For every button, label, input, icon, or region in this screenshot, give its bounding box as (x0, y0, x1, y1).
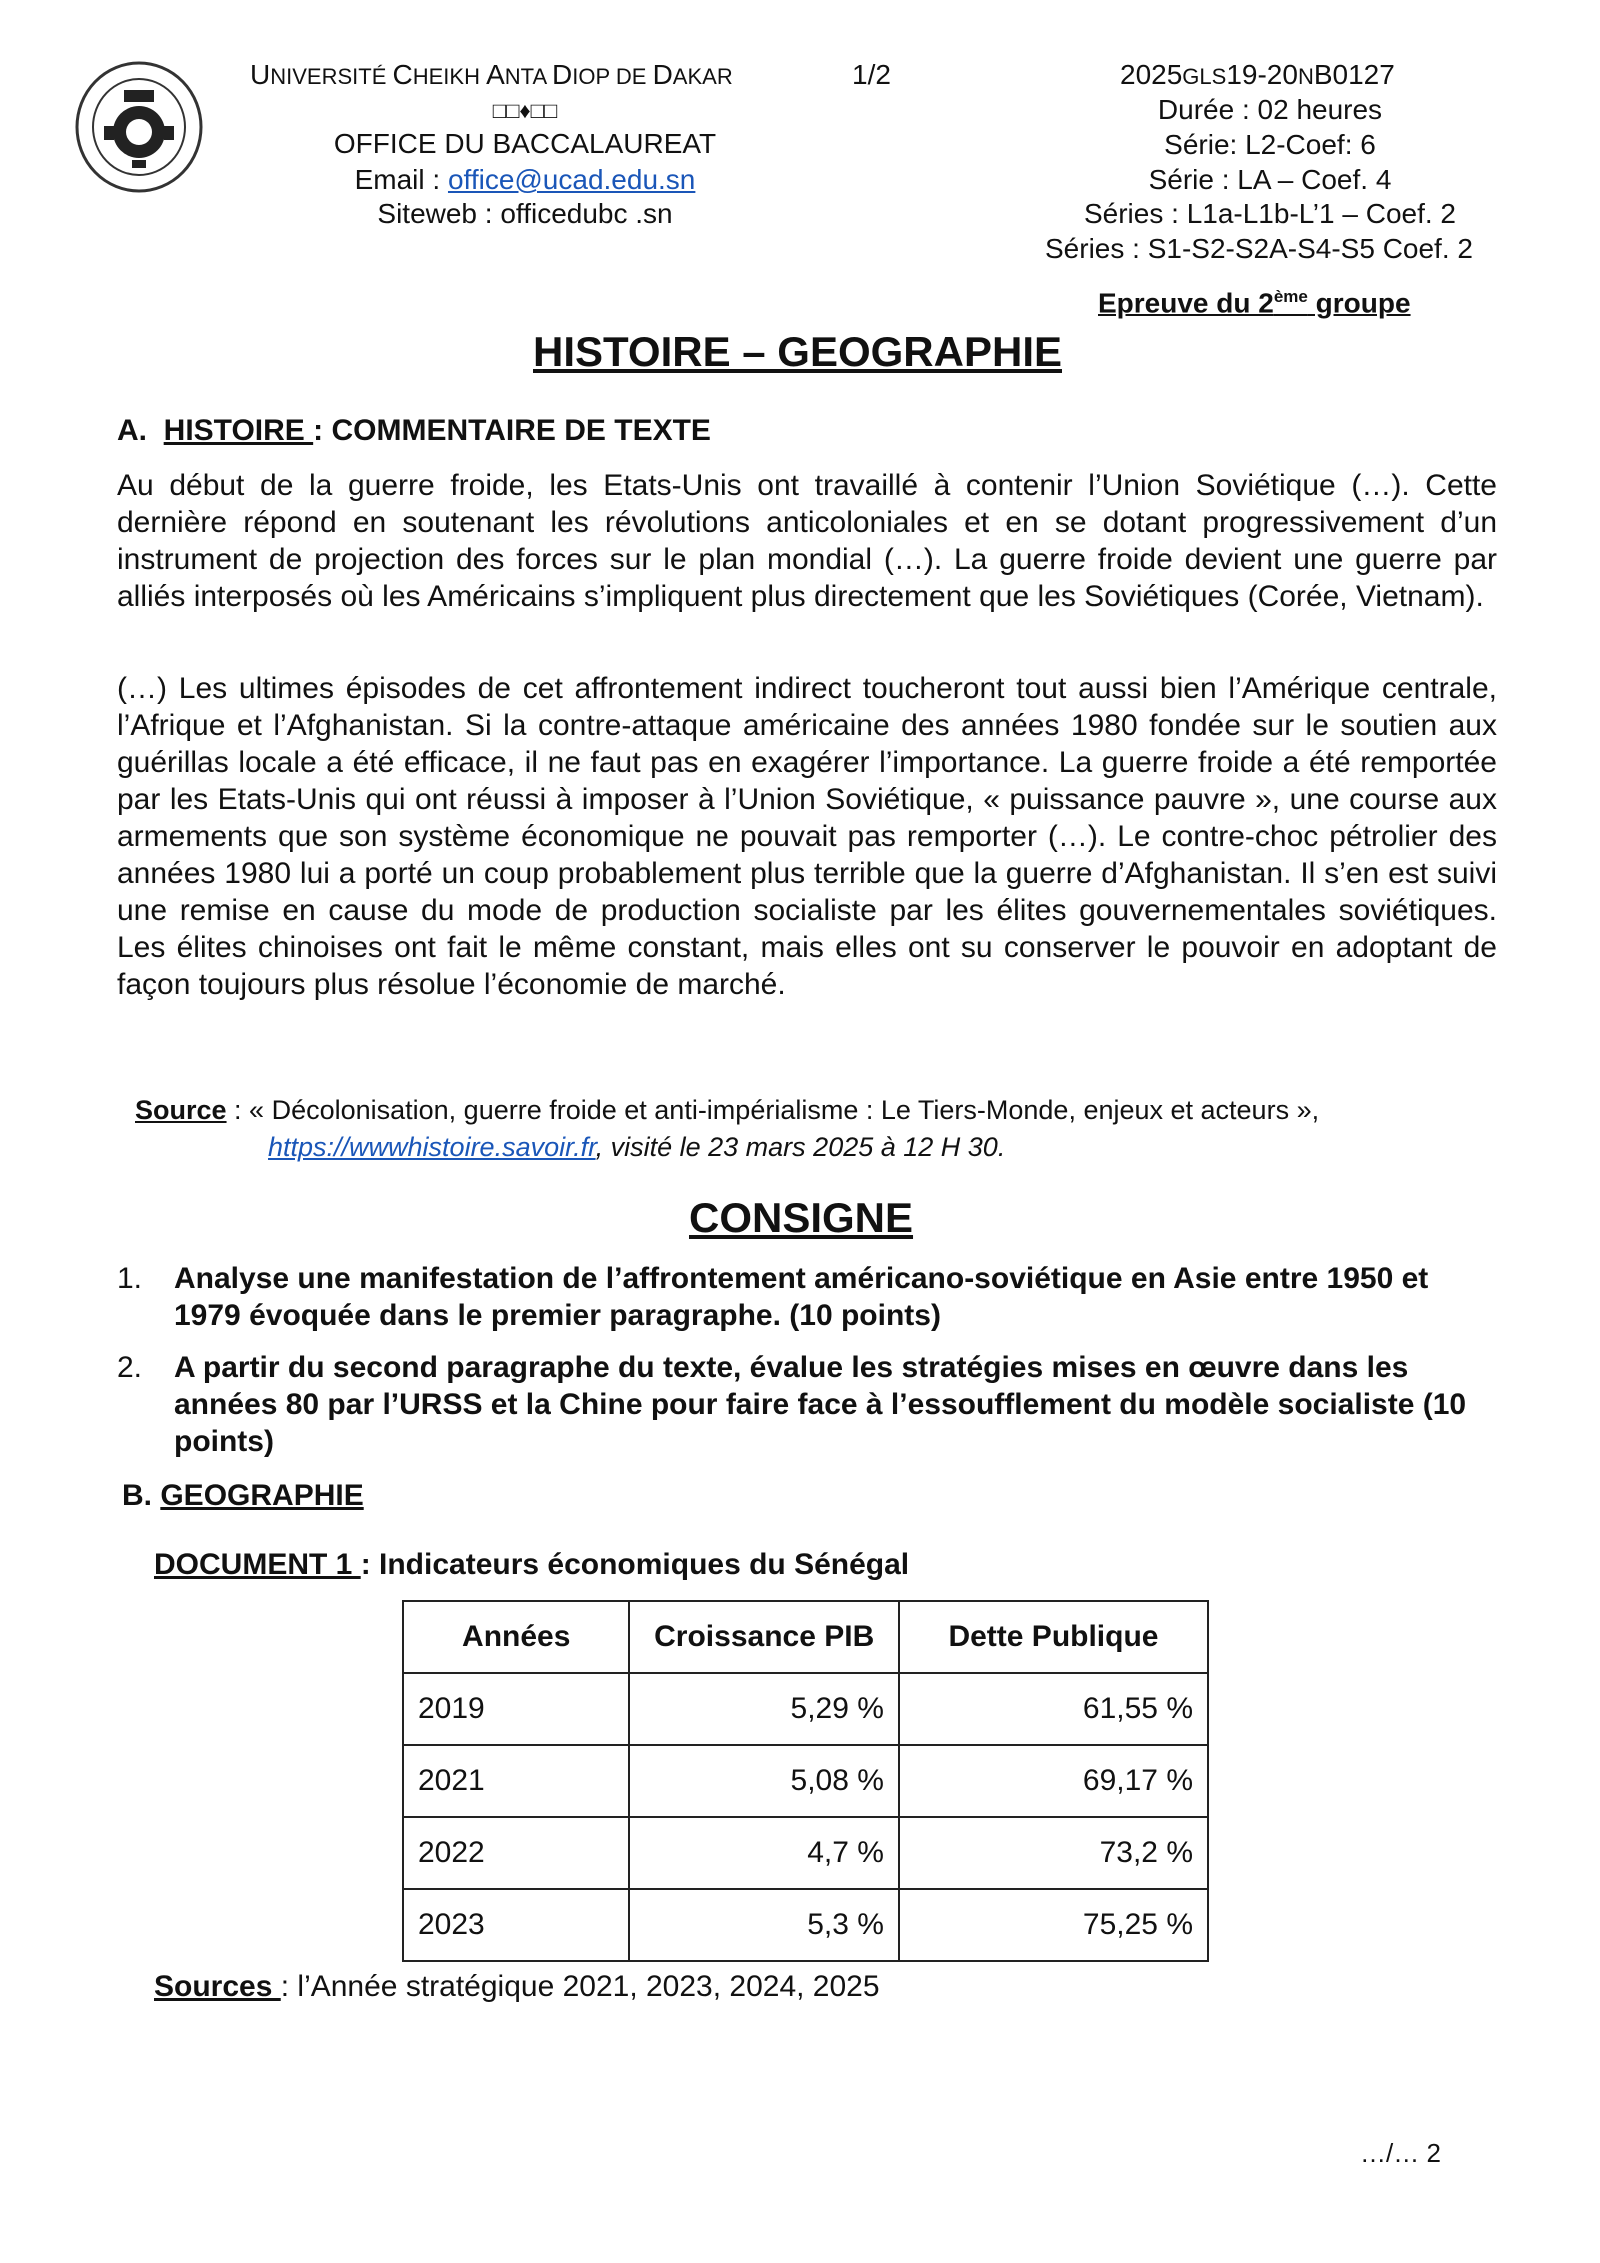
indicators-table (402, 1600, 1209, 1962)
page-continuation: …/… 2 (1360, 2138, 1441, 2168)
email-label: Email : (354, 164, 441, 195)
table-header: Années (403, 1601, 629, 1673)
table-cell: 5,08 % (629, 1745, 899, 1817)
office-name: OFFICE DU BACCALAUREAT (333, 128, 717, 159)
table-header: Croissance PIB (629, 1601, 899, 1673)
epreuve-groupe: Epreuve du 2ème groupe (1098, 287, 1411, 319)
serie-line-2: Série : LA – Coef. 4 (1148, 164, 1392, 195)
university-name: UNIVERSITÉ CHEIKH ANTA DIOP DE DAKAR (250, 59, 733, 90)
table-cell: 73,2 % (899, 1817, 1208, 1889)
source-link[interactable]: https://wwwhistoire.savoir.fr (268, 1132, 596, 1162)
text-paragraph-1: Au début de la guerre froide, les Etats-Unis ont travaillé à contenir l’Union Soviétique (…). Cette dernière répond en soutenant les révolutions anticoloniales et en se dotant progressivement d’un instrument de projection des forces sur le plan mondial (…). La guerre froide devient une guerre par alliés interposés où les Américains s’impliquent plus directement que les Soviétiques (Corée, Vietnam). (117, 469, 1497, 613)
table-cell: 75,25 % (899, 1889, 1208, 1961)
table-row (403, 1889, 1208, 1961)
table-cell: 2023 (403, 1889, 629, 1961)
exam-code: 2025GLS19-20NB0127 (1120, 59, 1395, 90)
table-header: Dette Publique (899, 1601, 1208, 1673)
page-title: HISTOIRE – GEOGRAPHIE (533, 328, 1062, 375)
histoire-heading: A. HISTOIRE : COMMENTAIRE DE TEXTE (117, 414, 711, 447)
serie-line-4: Séries : S1-S2-S2A-S4-S5 Coef. 2 (1045, 233, 1473, 264)
consigne-text: Analyse une manifestation de l’affrontement américano-soviétique en Asie entre 1950 et 1979 évoquée dans le premier paragraphe. (10 points) (174, 1262, 1429, 1332)
table-cell: 69,17 % (899, 1745, 1208, 1817)
table-row (403, 1673, 1208, 1745)
table-cell: 2019 (403, 1673, 629, 1745)
table-cell: 5,3 % (629, 1889, 899, 1961)
consigne-number: 1. (117, 1262, 143, 1295)
serie-line-3: Séries : L1a-L1b-L’1 – Coef. 2 (1083, 198, 1456, 229)
source-link-line: https://wwwhistoire.savoir.fr, visité le 23 mars 2025 à 12 H 30. (268, 1132, 1006, 1162)
table-cell: 2021 (403, 1745, 629, 1817)
document-heading: DOCUMENT 1 : Indicateurs économiques du Sénégal (154, 1548, 910, 1581)
siteweb-line: Siteweb : officedubc .sn (377, 198, 673, 229)
table-cell: 61,55 % (899, 1673, 1208, 1745)
table-row (403, 1817, 1208, 1889)
serie-line-1: Série: L2-Coef: 6 (1164, 129, 1376, 160)
consigne-text: A partir du second paragraphe du texte, évalue les stratégies mises en œuvre dans les années 80 par l’URSS et la Chine pour faire face à l’essoufflement du modèle socialiste (10 points) (174, 1351, 1467, 1458)
table-cell: 2022 (403, 1817, 629, 1889)
table-header-row (403, 1601, 1208, 1673)
table-sources: Sources : l’Année stratégique 2021, 2023, 2024, 2025 (154, 1970, 880, 2003)
page-number: 1/2 (852, 59, 891, 90)
consigne-title: CONSIGNE (689, 1194, 914, 1241)
table-row (403, 1745, 1208, 1817)
university-seal-logo (74, 60, 204, 195)
table-cell: 4,7 % (629, 1817, 899, 1889)
consigne-number: 2. (117, 1351, 143, 1384)
duration: Durée : 02 heures (1157, 94, 1383, 125)
header-ornament: □□♦□□ (492, 98, 558, 123)
text-paragraph-2: (…) Les ultimes épisodes de cet affrontement indirect toucheront tout aussi bien l’Amérique centrale, l’Afrique et l’Afghanistan. Si la contre-attaque américaine des années 1980 fondée sur le soutien aux guérillas locale a été efficace, il ne faut pas en exagérer l’importance. La guerre froide a été remportée par les Etats-Unis qui ont réussi à imposer à l’Union Soviétique, « puissance pauvre », une course aux armements que son système économique ne pouvait pas remporter (…). Le contre-choc pétrolier des années 1980 lui a porté un coup probablement plus terrible que la guerre d’Afghanistan. Il s’en est suivi une remise en cause du mode de production socialiste par les élites gouvernementales soviétiques. Les élites chinoises ont fait le même constant, mais elles ont su conserver le pouvoir en adoptant de façon toujours plus résolue l’économie de marché. (117, 672, 1497, 1001)
source-citation: Source : « Décolonisation, guerre froide et anti-impérialisme : Le Tiers-Monde, enjeux et acteurs », (135, 1095, 1320, 1125)
table-cell: 5,29 % (629, 1673, 899, 1745)
geographie-heading: B. GEOGRAPHIE (122, 1479, 364, 1512)
email-line (250, 163, 800, 196)
email-link[interactable]: office@ucad.edu.sn (447, 164, 696, 195)
